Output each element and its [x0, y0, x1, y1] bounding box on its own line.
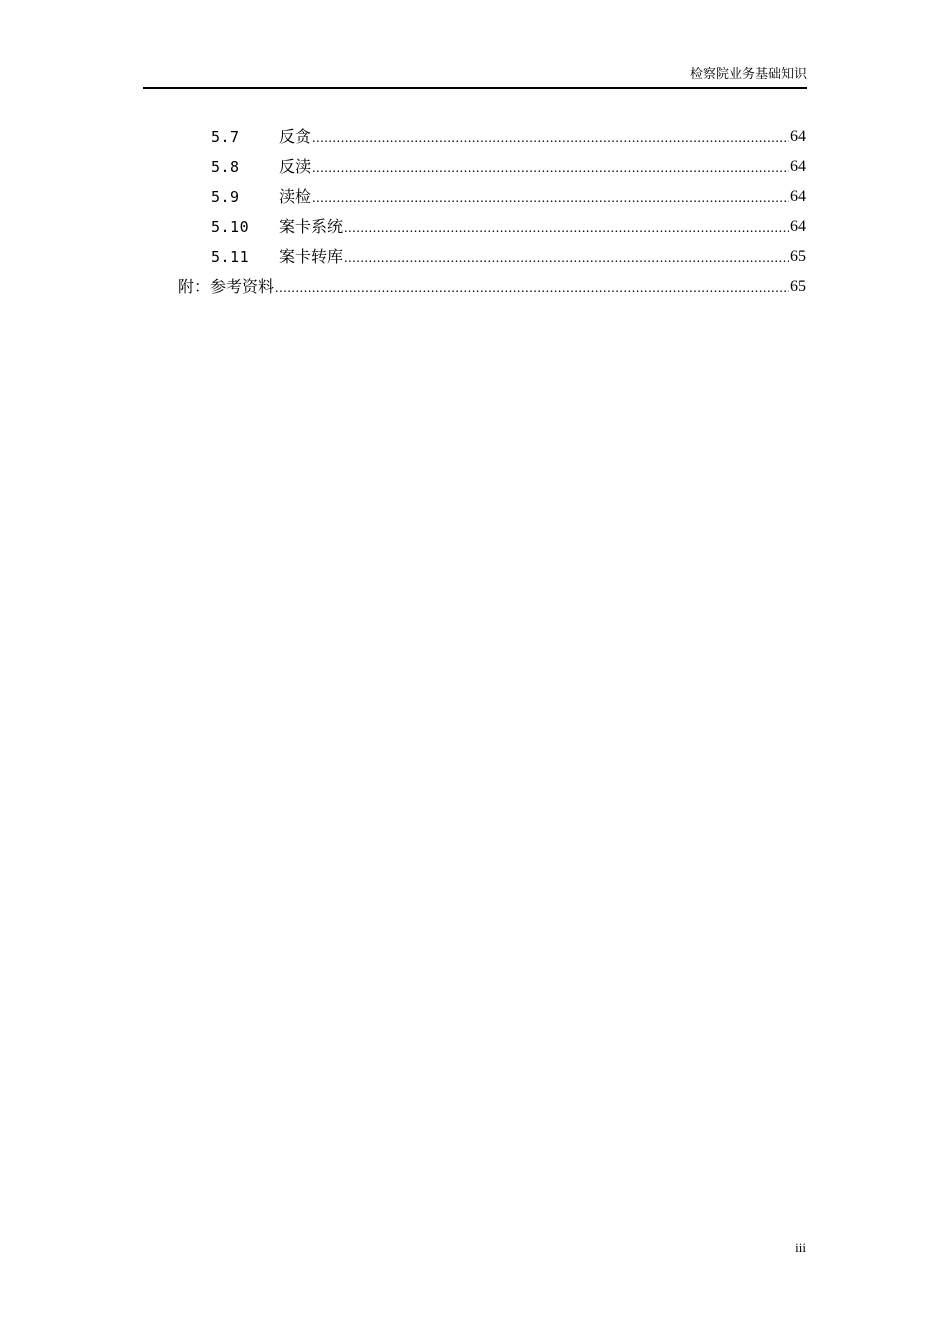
toc-appendix-title: 附：参考资料	[178, 277, 275, 296]
toc-entry-title: 案卡系统	[279, 217, 344, 236]
table-of-contents	[0, 0, 950, 320]
toc-entry[interactable]	[211, 126, 806, 148]
toc-entry-number: 5.11	[211, 248, 250, 266]
toc-entry-number: 5.10	[211, 218, 250, 236]
dot-leader	[344, 246, 789, 268]
toc-entry[interactable]	[211, 186, 806, 208]
dot-leader	[312, 156, 789, 178]
toc-entry-page: 65	[790, 248, 806, 265]
dot-leader	[344, 216, 789, 238]
toc-entry-number: 5.9	[211, 188, 240, 206]
toc-entry[interactable]	[211, 156, 806, 178]
toc-entry-title: 反贪	[279, 127, 312, 146]
toc-entry-number: 5.8	[211, 158, 240, 176]
toc-entry-page: 64	[790, 218, 806, 235]
toc-entry-page: 64	[790, 188, 806, 205]
dot-leader	[275, 276, 789, 298]
toc-appendix-entry[interactable]	[178, 276, 806, 298]
toc-entry-title: 渎检	[279, 187, 312, 206]
toc-entry-page: 64	[790, 158, 806, 175]
toc-entry[interactable]	[211, 216, 806, 238]
dot-leader	[312, 186, 789, 208]
toc-entry-title: 反渎	[279, 157, 312, 176]
toc-appendix-page: 65	[790, 278, 806, 295]
toc-entry-title: 案卡转库	[279, 247, 344, 266]
toc-entry-page: 64	[790, 128, 806, 145]
page-number: iii	[795, 1240, 806, 1255]
toc-entry[interactable]	[211, 246, 806, 268]
toc-entry-number: 5.7	[211, 128, 240, 146]
dot-leader	[312, 126, 789, 148]
header-title: 检察院业务基础知识	[689, 67, 807, 82]
